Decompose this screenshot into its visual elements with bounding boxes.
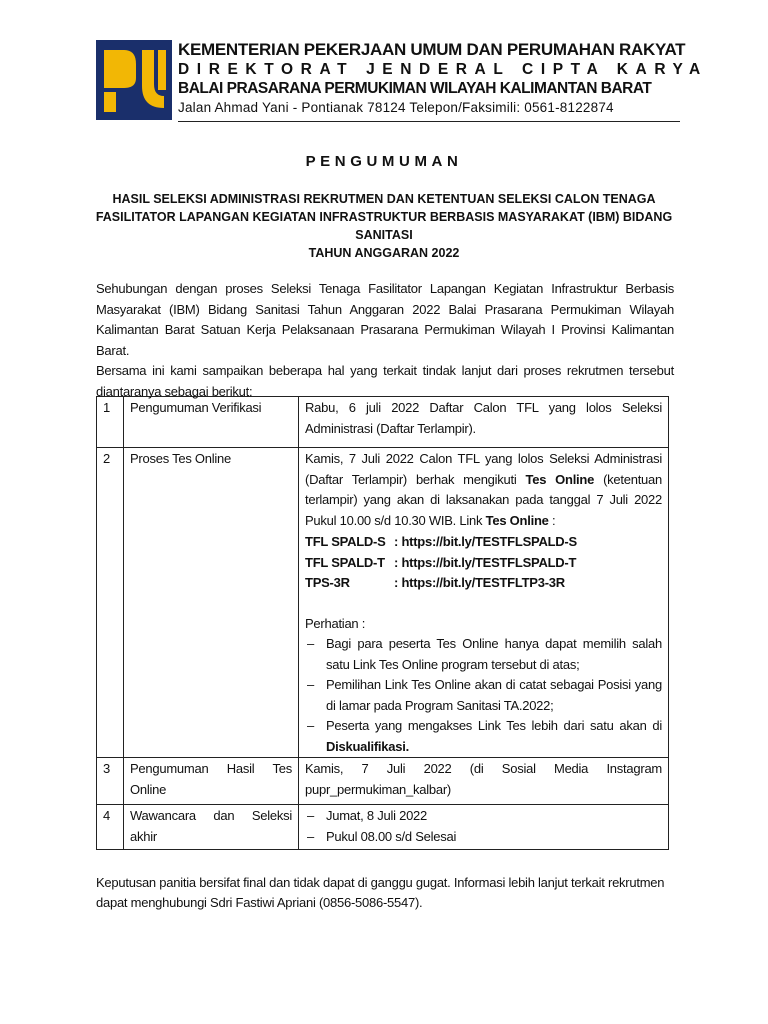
list-item: – Bagi para peserta Tes Online hanya dapat memilih salah satu Link Tes Online program tersebut di atas; — [305, 634, 662, 675]
office-address: Jalan Ahmad Yani - Pontianak 78124 Telepon/Faksimili: 0561-8122874 — [178, 100, 614, 115]
detail-text: (ketentuan terlampir) yang akan di laksanakan pada tanggal 7 Juli 2022 Pukul 10.00 s/d 10.30 WIB. Link — [305, 471, 662, 528]
table-row — [97, 448, 669, 758]
ministry-name: KEMENTERIAN PEKERJAAN UMUM DAN PERUMAHAN RAKYAT — [178, 40, 686, 59]
ministry-logo-icon — [96, 40, 172, 120]
spacer — [305, 594, 662, 614]
row-detail: Rabu, 6 juli 2022 Daftar Calon TFL yang lolos Seleksi Administrasi (Daftar Terlampir). — [299, 397, 669, 448]
notes-list — [305, 634, 662, 757]
subtitle-year: TAHUN ANGGARAN 2022 — [308, 246, 460, 260]
table-row — [97, 805, 669, 850]
detail-text: : — [552, 512, 556, 528]
list-item: – Pukul 08.00 s/d Selesai — [305, 827, 662, 848]
link-program-name: TFL SPALD-S — [305, 534, 386, 549]
closing-text — [96, 873, 676, 913]
schedule-table — [96, 396, 669, 850]
row-item-label: Online — [130, 781, 167, 797]
intro-text — [96, 279, 674, 402]
link-url[interactable]: : https://bit.ly/TESTFLSPALD-T — [394, 554, 577, 570]
intro-paragraph: Sehubungan dengan proses Seleksi Tenaga Fasilitator Lapangan Kegiatan Infrastruktur Berbasis Masyarakat (IBM) Bidang Sanitasi Tahun Anggaran 2022 Balai Prasarana Permukiman Wilayah Kalimantan Barat Satuan Kerja Pelaksanaan Prasarana Permukiman Wilayah I Provinsi Kalimantan Barat. — [96, 281, 674, 358]
list-item: – Pemilihan Link Tes Online akan di catat sebagai Posisi yang di lamar pada Program Sanitasi TA.2022; — [305, 675, 662, 716]
link-url[interactable]: : https://bit.ly/TESTFLTP3-3R — [394, 575, 565, 590]
test-link-row[interactable] — [305, 532, 662, 553]
link-program-name: TFL SPALD-T — [305, 554, 385, 570]
subtitle-line: FASILITATOR LAPANGAN KEGIATAN INFRASTRUKTUR BERBASIS MASYARAKAT (IBM) BIDANG — [95, 210, 673, 224]
note-text: Peserta yang mengakses Link Tes lebih dari satu akan di — [326, 718, 662, 733]
detail-text: Kamis, 7 Juli 2022 Calon TFL yang lolos Seleksi Administrasi (Daftar Terlampir) berhak mengikuti — [305, 451, 662, 487]
row-number: 1 — [97, 397, 124, 448]
table-row — [97, 397, 669, 448]
list-item: – Jumat, 8 Juli 2022 — [305, 806, 662, 827]
note-title: Perhatian : — [305, 615, 366, 631]
row-item: Proses Tes Online — [124, 448, 299, 758]
row-item-label: akhir — [130, 828, 157, 844]
intro-paragraph: Bersama ini kami sampaikan beberapa hal yang terkait tindak lanjut dari proses rekrutmen tersebut diantaranya sebagai berikut: — [96, 363, 674, 399]
letterhead-divider — [178, 121, 680, 122]
schedule-list — [305, 806, 662, 847]
row-number: 2 — [97, 448, 124, 758]
list-item — [305, 716, 662, 757]
row-item: Pengumuman Verifikasi — [124, 397, 299, 448]
office-name: BALAI PRASARANA PERMUKIMAN WILAYAH KALIMANTAN BARAT — [178, 80, 652, 97]
announcement-subtitle — [90, 190, 678, 262]
test-link-row[interactable] — [305, 573, 662, 594]
subtitle-line: HASIL SELEKSI ADMINISTRASI REKRUTMEN DAN KETENTUAN SELEKSI CALON TENAGA — [112, 192, 656, 206]
row-number: 4 — [97, 805, 124, 850]
test-links — [305, 532, 662, 594]
letterhead-text — [178, 40, 708, 117]
detail-bold-text: Tes Online — [525, 471, 595, 487]
row-number: 3 — [97, 758, 124, 805]
row-item — [124, 758, 299, 805]
detail-bold-text: Tes Online — [485, 512, 549, 528]
row-detail — [299, 448, 669, 758]
test-online-description — [305, 449, 662, 531]
directorate-name: DIREKTORAT JENDERAL CIPTA KARYA — [178, 61, 708, 78]
subtitle-line: SANITASI — [355, 228, 413, 242]
link-url[interactable]: : https://bit.ly/TESTFLSPALD-S — [394, 534, 577, 549]
row-item-label: Wawancara dan Seleksi — [130, 808, 292, 823]
row-detail — [299, 805, 669, 850]
note-bold-text: Diskualifikasi. — [326, 738, 409, 754]
announcement-title: PENGUMUMAN — [305, 153, 463, 170]
row-item-label: Pengumuman Hasil Tes — [130, 761, 292, 776]
table-row — [97, 758, 669, 805]
link-program-name: TPS-3R — [305, 575, 350, 590]
row-detail: Kamis, 7 Juli 2022 (di Sosial Media Instagram pupr_permukiman_kalbar) — [299, 758, 669, 805]
letterhead — [96, 40, 708, 122]
row-item — [124, 805, 299, 850]
test-link-row[interactable] — [305, 553, 662, 574]
closing-paragraph: Keputusan panitia bersifat final dan tidak dapat di ganggu gugat. Informasi lebih lanjut terkait rekrutmen dapat menghubungi Sdri Fastiwi Apriani (0856-5086-5547). — [96, 875, 665, 910]
